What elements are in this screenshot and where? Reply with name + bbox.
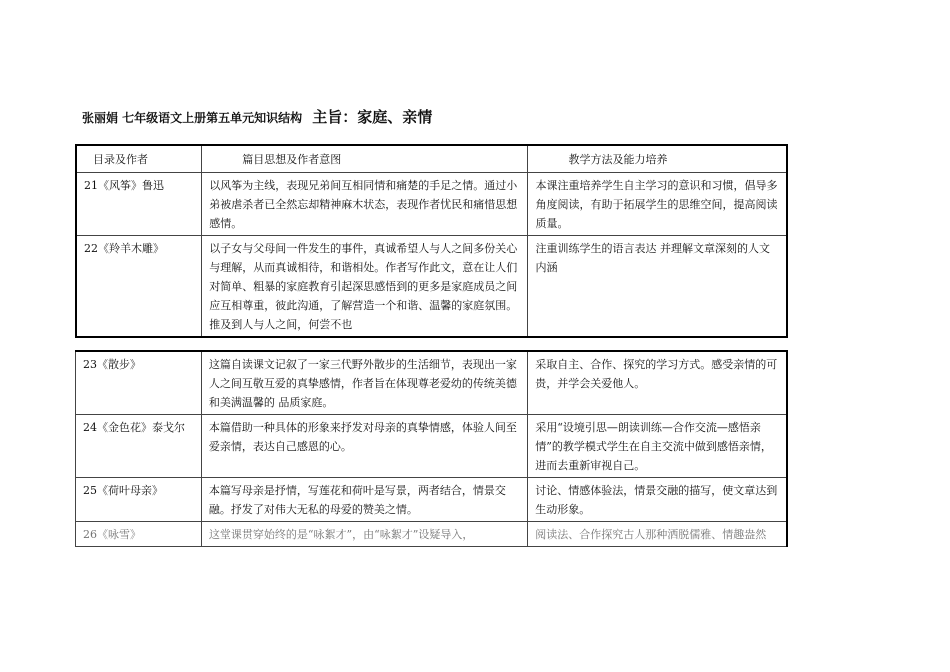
unit-table-top	[75, 144, 788, 338]
lesson-method: 采取自主、合作、探究的学习方式。感受亲情的可贵，并学会关爱他人。	[528, 351, 787, 415]
lesson-idea: 这堂课贯穿始终的是“咏絮才”，由“咏絮才”设疑导入，	[201, 522, 527, 547]
lesson-title: 23《散步》	[76, 351, 202, 415]
lesson-method: 采用“设境引思—朗读训练—合作交流—感悟亲情”的教学模式学生在自主交流中做到感悟亲情，进而去重新审视自己。	[528, 415, 787, 478]
lesson-idea: 本篇写母亲是抒情，写莲花和荷叶是写景，两者结合，情景交融。抒发了对伟大无私的母爱的赞美之情。	[201, 478, 527, 522]
lesson-method: 阅读法、合作探究古人那种洒脱儒雅、情趣盎然	[528, 522, 787, 547]
lesson-title: 26《咏雪》	[76, 522, 202, 547]
lesson-method: 讨论、情感体验法，情景交融的描写，使文章达到生动形象。	[528, 478, 787, 522]
header-method: 教学方法及能力培养	[528, 145, 787, 173]
lesson-idea: 以子女与父母间一件发生的事件，真诚希望人与人之间多份关心与理解，从而真诚相待，和谐相处。作者写作此文，意在让人们对简单、粗暴的家庭教育引起深思感悟到的更多是家庭成员之间应互相尊重，彼此沟通，了解营造一个和谐、温馨的家庭氛围。推及到人与人之间，何尝不也	[202, 236, 528, 338]
title-prefix: 张丽娟 七年级语文上册第五单元知识结构	[82, 111, 303, 125]
table-row	[76, 522, 788, 547]
unit-table-bottom	[75, 350, 788, 547]
header-catalog: 目录及作者	[76, 145, 202, 173]
page-title	[82, 106, 432, 127]
lesson-method: 注重训练学生的语言表达 并理解文章深刻的人文内涵	[528, 236, 787, 338]
lesson-title: 24《金色花》泰戈尔	[76, 415, 202, 478]
lesson-idea: 以风筝为主线，表现兄弟间互相同情和痛楚的手足之情。通过小弟被虐杀者已全然忘却精神麻木状态，表现作者忧民和痛惜思想感情。	[202, 173, 528, 236]
header-idea: 篇目思想及作者意图	[202, 145, 528, 173]
title-theme: 主旨：家庭、亲情	[312, 108, 433, 126]
table-row	[76, 351, 788, 415]
table-row	[76, 173, 787, 236]
lesson-idea: 这篇自读课文记叙了一家三代野外散步的生活细节，表现出一家人之间互敬互爱的真挚感情，作者旨在体现尊老爱幼的传统美德和美满温馨的 品质家庭。	[201, 351, 527, 415]
lesson-method: 本课注重培养学生自主学习的意识和习惯，倡导多角度阅读，有助于拓展学生的思维空间，提高阅读质量。	[528, 173, 787, 236]
lesson-title: 21《风筝》鲁迅	[76, 173, 202, 236]
table-header-row	[76, 145, 787, 173]
lesson-title: 25《荷叶母亲》	[76, 478, 202, 522]
lesson-title: 22《羚羊木雕》	[76, 236, 202, 338]
table-row	[76, 236, 787, 338]
table-row	[76, 415, 788, 478]
lesson-idea: 本篇借助一种具体的形象来抒发对母亲的真挚情感，体验人间至爱亲情，表达自己感恩的心。	[201, 415, 527, 478]
table-row	[76, 478, 788, 522]
